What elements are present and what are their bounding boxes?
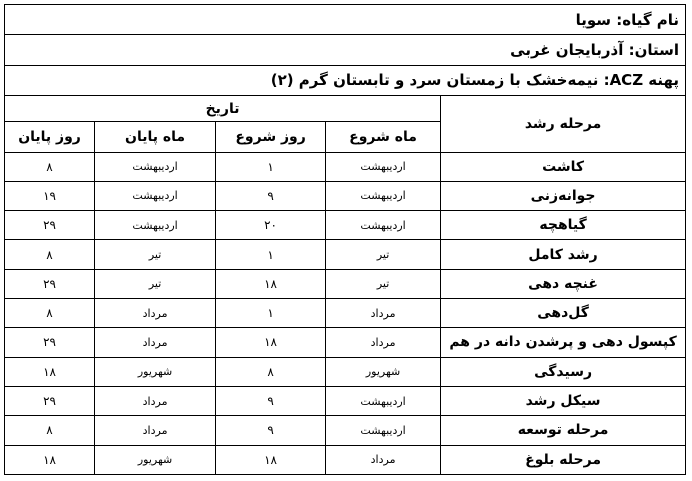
start-day-cell: ۱ (216, 152, 326, 181)
table-row (5, 416, 686, 445)
table-row (5, 152, 686, 181)
end-month-cell: تیر (95, 240, 216, 269)
end-day-cell: ۸ (5, 299, 95, 328)
start-month-cell: تیر (326, 240, 441, 269)
start-day-cell: ۱ (216, 299, 326, 328)
end-month-header: ماه پایان (95, 122, 216, 152)
start-day-cell: ۱۸ (216, 269, 326, 298)
start-month-cell: شهریور (326, 357, 441, 386)
start-day-cell: ۹ (216, 181, 326, 210)
end-day-cell: ۸ (5, 152, 95, 181)
end-month-cell: مرداد (95, 299, 216, 328)
start-month-cell: اردیبهشت (326, 416, 441, 445)
table-row (5, 299, 686, 328)
end-month-cell: مرداد (95, 416, 216, 445)
end-month-cell: مرداد (95, 386, 216, 415)
end-month-cell: اردیبهشت (95, 181, 216, 210)
start-day-cell: ۱۸ (216, 445, 326, 475)
end-month-cell: اردیبهشت (95, 211, 216, 240)
start-month-cell: تیر (326, 269, 441, 298)
growth-stage-cell: مرحله توسعه (441, 416, 686, 445)
start-month-cell: مرداد (326, 328, 441, 357)
province-line: استان: آذربایجان غربی (5, 35, 686, 65)
table-row (5, 445, 686, 475)
plant-name-line: نام گیاه: سویا (5, 5, 686, 35)
table-row (5, 240, 686, 269)
start-day-cell: ۸ (216, 357, 326, 386)
growth-stage-cell: غنچه دهی (441, 269, 686, 298)
growth-stage-cell: رشد کامل (441, 240, 686, 269)
table-row (5, 211, 686, 240)
end-day-cell: ۱۸ (5, 445, 95, 475)
crop-stage-table (4, 4, 686, 475)
growth-stage-cell: مرحله بلوغ (441, 445, 686, 475)
start-month-cell: اردیبهشت (326, 152, 441, 181)
end-day-cell: ۱۹ (5, 181, 95, 210)
end-day-cell: ۲۹ (5, 328, 95, 357)
end-day-cell: ۲۹ (5, 269, 95, 298)
end-day-cell: ۱۸ (5, 357, 95, 386)
table-row (5, 386, 686, 415)
start-month-cell: مرداد (326, 299, 441, 328)
start-day-cell: ۹ (216, 416, 326, 445)
table-row (5, 328, 686, 357)
end-month-cell: اردیبهشت (95, 152, 216, 181)
end-day-cell: ۲۹ (5, 386, 95, 415)
start-day-header: روز شروع (216, 122, 326, 152)
start-day-cell: ۲۰ (216, 211, 326, 240)
start-month-cell: اردیبهشت (326, 181, 441, 210)
growth-stage-cell: کپسول دهی و پرشدن دانه در هم (441, 328, 686, 357)
end-day-header: روز پایان (5, 122, 95, 152)
climate-zone-line: پهنه ACZ: نیمه‌خشک با زمستان سرد و تابستان گرم (۲) (5, 65, 686, 95)
growth-stage-cell: گیاهچه (441, 211, 686, 240)
growth-stage-cell: جوانه‌زنی (441, 181, 686, 210)
growth-stage-cell: رسیدگی (441, 357, 686, 386)
end-month-cell: تیر (95, 269, 216, 298)
end-day-cell: ۲۹ (5, 211, 95, 240)
end-month-cell: مرداد (95, 328, 216, 357)
end-month-cell: شهریور (95, 445, 216, 475)
date-group-header: تاریخ (5, 96, 441, 122)
start-month-header: ماه شروع (326, 122, 441, 152)
start-day-cell: ۹ (216, 386, 326, 415)
stage-column-header: مرحله رشد (441, 96, 686, 153)
start-month-cell: اردیبهشت (326, 386, 441, 415)
start-day-cell: ۱۸ (216, 328, 326, 357)
end-day-cell: ۸ (5, 416, 95, 445)
growth-stage-cell: گل‌دهی (441, 299, 686, 328)
start-month-cell: مرداد (326, 445, 441, 475)
growth-stage-cell: کاشت (441, 152, 686, 181)
growth-stage-cell: سیکل رشد (441, 386, 686, 415)
start-day-cell: ۱ (216, 240, 326, 269)
end-day-cell: ۸ (5, 240, 95, 269)
table-row (5, 181, 686, 210)
start-month-cell: اردیبهشت (326, 211, 441, 240)
table-row (5, 357, 686, 386)
end-month-cell: شهریور (95, 357, 216, 386)
table-row (5, 269, 686, 298)
